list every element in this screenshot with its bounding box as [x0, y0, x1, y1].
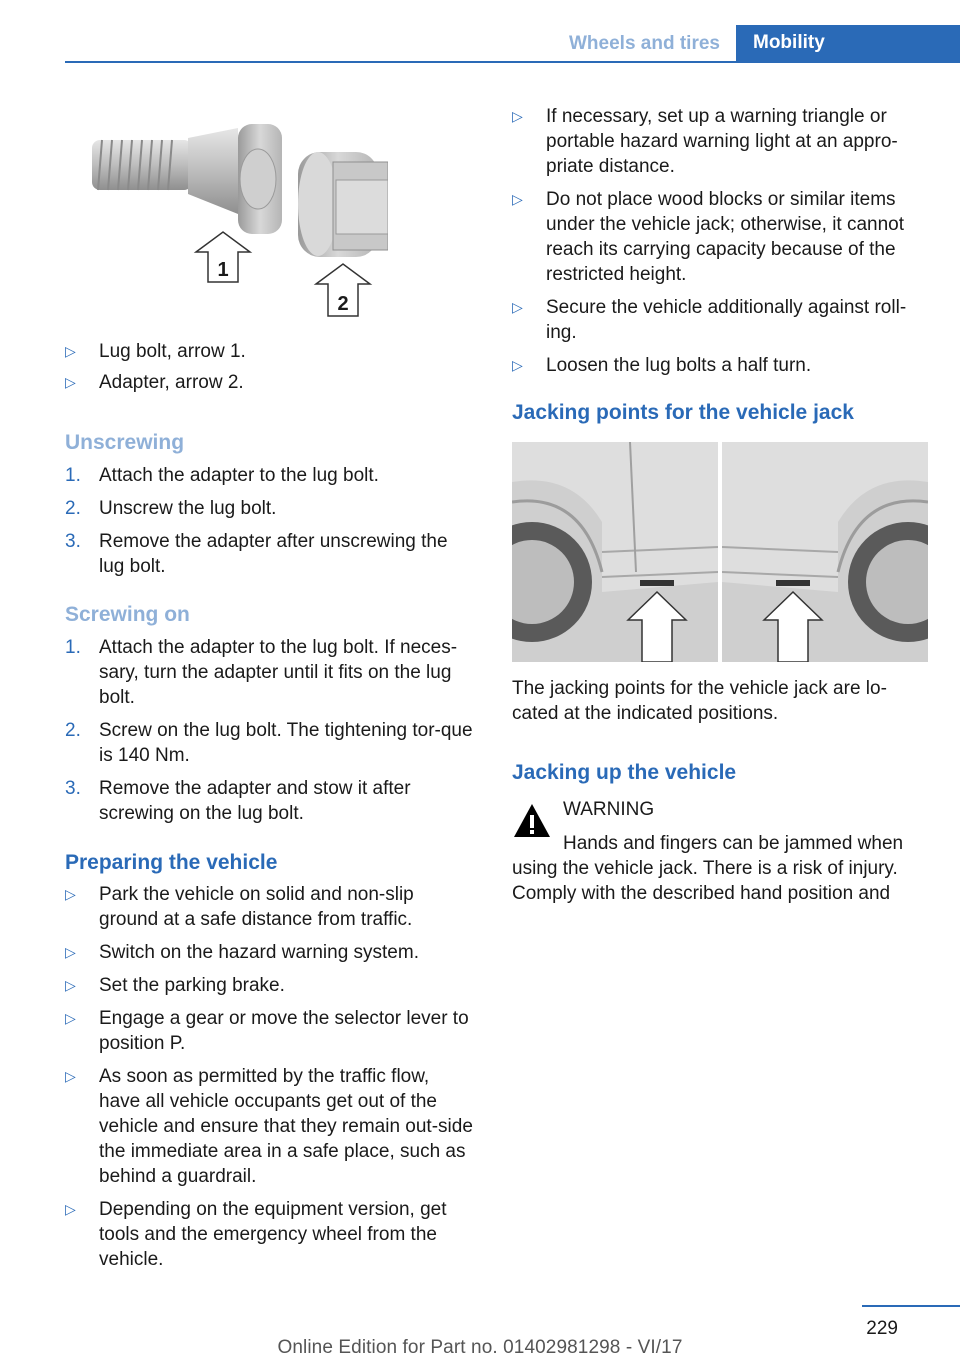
triangle-bullet-icon: ▷: [65, 343, 76, 359]
svg-text:2: 2: [337, 293, 349, 315]
list-item: ▷ Depending on the equipment version, get tools and the emergency wheel from the vehicle.: [65, 1199, 447, 1270]
heading-preparing-vehicle: Preparing the vehicle: [65, 851, 278, 874]
header-chapter-tab: Mobility: [736, 25, 960, 61]
list-item: ▷ Do not place wood blocks or similar items under the vehicle jack; otherwise, it cannot reach its carrying capacity because of the restricted height.: [512, 189, 905, 285]
list-item: ▷ As soon as permitted by the traffic flow, have all vehicle occupants get out of the vehicle and ensure that they remain out-side the immediate area in a safe place, such as behind a guardrail.: [65, 1066, 473, 1187]
list-item: ▷ Switch on the hazard warning system.: [65, 942, 419, 963]
list-item: ▷ Secure the vehicle additionally against roll-ing.: [512, 297, 907, 343]
preparing-list: [65, 882, 475, 1272]
heading-jacking-points: Jacking points for the vehicle jack: [512, 401, 854, 424]
edition-footer: Online Edition for Part no. 01402981298 - VI/17: [277, 1337, 683, 1358]
warning-label: WARNING: [563, 799, 655, 820]
warning-text-line-2: using the vehicle jack. There is a risk of injury.: [512, 858, 898, 879]
jacking-points-figure: [512, 442, 928, 662]
screwing-steps: [65, 635, 475, 826]
list-item: 3. Remove the adapter and stow it after screwing on the lug bolt.: [65, 778, 411, 824]
triangle-bullet-icon: ▷: [65, 1201, 76, 1217]
list-item: ▷ Adapter, arrow 2.: [65, 372, 244, 393]
vehicle-left-panel: [512, 442, 718, 662]
triangle-bullet-icon: ▷: [512, 191, 523, 207]
triangle-bullet-icon: ▷: [512, 299, 523, 315]
triangle-bullet-icon: ▷: [65, 374, 76, 390]
list-item: ▷ Loosen the lug bolts a half turn.: [512, 355, 812, 376]
precautions-list: [512, 104, 932, 378]
heading-jacking-up: Jacking up the vehicle: [512, 761, 737, 784]
warning-text-line-3: Comply with the described hand position and: [512, 883, 891, 904]
list-item: ▷ Engage a gear or move the selector lever to position P.: [65, 1008, 469, 1054]
list-item: ▷ Lug bolt, arrow 1.: [65, 341, 246, 362]
triangle-bullet-icon: ▷: [65, 886, 76, 902]
arrow-2-icon: [316, 264, 370, 316]
list-item: 1. Attach the adapter to the lug bolt. If neces-sary, turn the adapter until it fits on the lug bolt.: [65, 637, 458, 708]
vehicle-right-panel: [722, 442, 928, 662]
list-item: ▷ Set the parking brake.: [65, 975, 285, 996]
list-item: 2. Unscrew the lug bolt.: [65, 498, 277, 519]
unscrewing-steps: [65, 463, 475, 579]
lug-bolt-adapter-figure: [88, 122, 388, 322]
footer-rule: [862, 1305, 960, 1307]
adapter-shape: [298, 152, 388, 257]
arrow-1-icon: [196, 232, 250, 282]
jacking-points-description: The jacking points for the vehicle jack are lo-cated at the indicated positions.: [512, 678, 887, 724]
list-item: 1. Attach the adapter to the lug bolt.: [65, 465, 379, 486]
lug-bolt-shape: [92, 124, 282, 234]
svg-text:1: 1: [217, 259, 229, 281]
triangle-bullet-icon: ▷: [512, 357, 523, 373]
header-section-title: Wheels and tires: [569, 33, 720, 54]
warning-text-line-1: Hands and fingers can be jammed when: [563, 833, 904, 854]
figure-legend-list: [65, 339, 475, 395]
heading-screwing-on: Screwing on: [65, 603, 190, 626]
heading-unscrewing: Unscrewing: [65, 431, 185, 454]
list-item: ▷ If necessary, set up a warning triangle or portable hazard warning light at an appro-priate distance.: [512, 106, 898, 177]
list-item: 3. Remove the adapter after unscrewing the lug bolt.: [65, 531, 448, 577]
page-number: 229: [866, 1318, 898, 1339]
triangle-bullet-icon: ▷: [65, 944, 76, 960]
header-rule: [65, 61, 960, 63]
triangle-bullet-icon: ▷: [65, 1010, 76, 1026]
list-item: ▷ Park the vehicle on solid and non-slip ground at a safe distance from traffic.: [65, 884, 414, 930]
triangle-bullet-icon: ▷: [65, 1068, 76, 1084]
triangle-bullet-icon: ▷: [65, 977, 76, 993]
list-item: 2. Screw on the lug bolt. The tightening tor-que is 140 Nm.: [65, 720, 473, 766]
warning-triangle-icon: [512, 801, 552, 841]
triangle-bullet-icon: ▷: [512, 108, 523, 124]
